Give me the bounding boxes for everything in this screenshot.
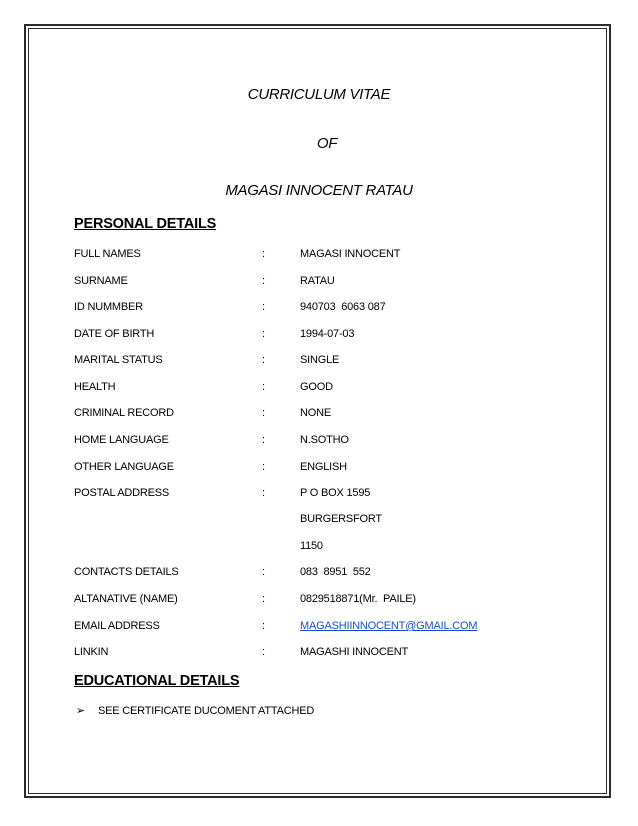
row-colon: : [262, 275, 265, 287]
row-value: 0829518871(Mr. PAILE) [300, 593, 416, 605]
row-colon: : [262, 646, 265, 658]
row-colon: : [262, 301, 265, 313]
detail-row-contacts [0, 566, 638, 584]
row-colon: : [262, 566, 265, 578]
personal-details-heading: PERSONAL DETAILS [74, 216, 217, 232]
detail-row-date-of-birth [0, 328, 638, 346]
row-colon: : [262, 487, 265, 499]
row-value: 1994-07-03 [300, 328, 355, 340]
row-colon: : [262, 593, 265, 605]
detail-row-other-language [0, 461, 638, 479]
row-value: NONE [300, 407, 331, 419]
detail-row-postal-code [0, 540, 638, 558]
cv-title-of: OF [316, 135, 338, 152]
detail-row-id-number [0, 301, 638, 319]
detail-row-health [0, 381, 638, 399]
education-bullet-item [76, 704, 314, 717]
row-colon: : [262, 407, 265, 419]
row-value: MAGASI INNOCENT [300, 248, 401, 260]
educational-details-heading: EDUCATIONAL DETAILS [74, 673, 240, 689]
row-value: 940703 6063 087 [300, 301, 386, 313]
detail-row-email [0, 620, 638, 638]
row-value: RATAU [300, 275, 335, 287]
detail-row-marital-status [0, 354, 638, 372]
row-value: GOOD [300, 381, 333, 393]
row-colon: : [262, 381, 265, 393]
row-colon: : [262, 354, 265, 366]
row-label: EMAIL ADDRESS [74, 620, 160, 632]
email-link[interactable]: MAGASHIINNOCENT@GMAIL.COM [300, 620, 478, 632]
detail-row-criminal-record [0, 407, 638, 425]
row-label: POSTAL ADDRESS [74, 487, 170, 499]
bullet-text: SEE CERTIFICATE DUCOMENT ATTACHED [98, 705, 315, 717]
row-value: P O BOX 1595 [300, 487, 371, 499]
row-value: ENGLISH [300, 461, 347, 473]
row-label: LINKIN [74, 646, 109, 658]
detail-row-surname [0, 275, 638, 293]
row-label: MARITAL STATUS [74, 354, 163, 366]
row-label: HOME LANGUAGE [74, 434, 169, 446]
row-label: ALTANATIVE (NAME) [74, 593, 178, 605]
row-value: BURGERSFORT [300, 513, 382, 525]
row-label: CRIMINAL RECORD [74, 407, 174, 419]
row-label: CONTACTS DETAILS [74, 566, 179, 578]
detail-row-alternative [0, 593, 638, 611]
row-label: DATE OF BIRTH [74, 328, 155, 340]
detail-row-linkin [0, 646, 638, 664]
row-colon: : [262, 328, 265, 340]
row-colon: : [262, 248, 265, 260]
row-label: ID NUMMBER [74, 301, 143, 313]
detail-row-postal-address [0, 487, 638, 505]
row-colon: : [262, 620, 265, 632]
cv-title: CURRICULUM VITAE [247, 86, 391, 103]
row-label: SURNAME [74, 275, 128, 287]
row-value: SINGLE [300, 354, 340, 366]
cv-candidate-name: MAGASI INNOCENT RATAU [225, 182, 413, 199]
row-value: N.SOTHO [300, 434, 349, 446]
row-value: 083 8951 552 [300, 566, 371, 578]
row-label: FULL NAMES [74, 248, 141, 260]
row-value: 1150 [300, 540, 323, 552]
arrow-bullet-icon: ➢ [76, 705, 86, 717]
row-label: OTHER LANGUAGE [74, 461, 174, 473]
row-colon: : [262, 461, 265, 473]
row-label: HEALTH [74, 381, 116, 393]
detail-row-postal-town [0, 513, 638, 531]
detail-row-full-names [0, 248, 638, 266]
row-value: MAGASHI INNOCENT [300, 646, 409, 658]
detail-row-home-language [0, 434, 638, 452]
row-colon: : [262, 434, 265, 446]
